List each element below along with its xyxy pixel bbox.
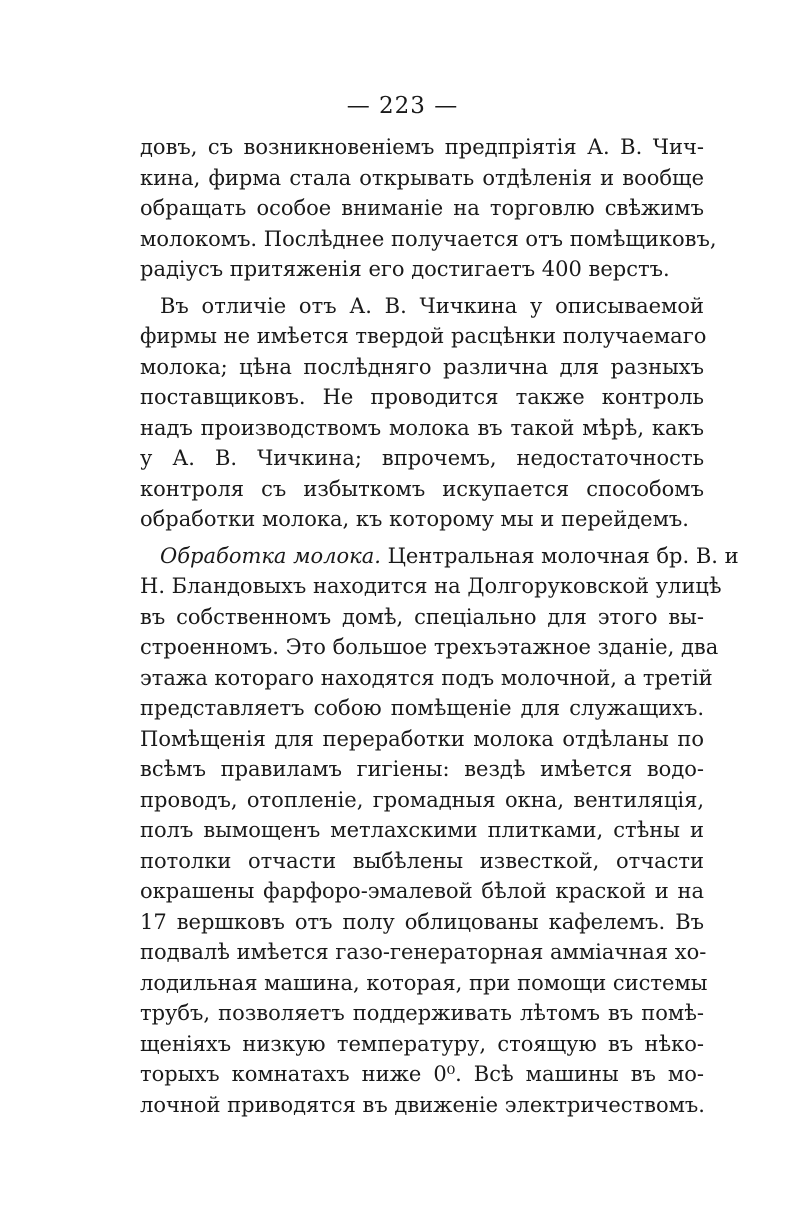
text-line — [140, 541, 739, 572]
text-line: трубъ, позволяетъ поддерживать лѣтомъ въ помѣ- — [140, 1001, 704, 1025]
text-line: контроля съ избыткомъ искупается способомъ — [140, 476, 704, 501]
text-line: потолки отчасти выбѣлены известкой, отчасти — [140, 848, 704, 873]
text-line: молокомъ. Послѣднее получается отъ помѣщиковъ, — [140, 226, 717, 251]
section-heading: Обработка молока. — [160, 543, 381, 568]
text-line: окрашены фарфоро-эмалевой бѣлой краской и на — [140, 879, 704, 903]
text-line: строенномъ. Это большое трехъэтажное зданiе, два — [140, 635, 719, 659]
text-line: 17 вершковъ отъ полу облицованы кафелемъ. Въ — [140, 909, 704, 934]
text-line: радiусъ притяженiя его достигаетъ 400 верстъ. — [140, 257, 670, 281]
text-line: лочной приводятся въ движенiе электричествомъ. — [140, 1092, 705, 1117]
paragraph — [140, 541, 739, 1121]
text-line: щенiяхъ низкую температуру, стоящую въ нѣко- — [140, 1031, 704, 1056]
text-line: торыхъ комнатахъ ниже 0⁰. Всѣ машины въ мо- — [140, 1062, 704, 1086]
text-line: кина, фирма стала открывать отдѣленiя и вообще — [140, 165, 704, 190]
body-text — [140, 132, 739, 1120]
text-line: лодильная машина, которая, при помощи системы — [140, 970, 708, 995]
text-line: этажа котораго находятся подъ молочной, а третiй — [140, 665, 713, 690]
text-line: поставщиковъ. Не проводится также контроль — [140, 385, 704, 409]
text-line: фирмы не имѣется твердой расцѣнки получаемаго — [140, 324, 707, 348]
page-number: — 223 — — [346, 93, 459, 119]
text-line: довъ, съ возникновенiемъ предпрiятiя А. В. Чич- — [140, 135, 704, 159]
text-line: молока; цѣна послѣдняго различна для разныхъ — [140, 354, 704, 379]
text-line: подвалѣ имѣется газо-генераторная амміачная хо- — [140, 940, 707, 964]
text-line: у А. В. Чичкина; впрочемъ, недостаточность — [140, 446, 704, 470]
text-line: полъ вымощенъ метлахскими плитками, стѣны и — [140, 818, 704, 842]
text-line-rest: Центральная молочная бр. В. и — [380, 543, 739, 568]
text-line: Помѣщенiя для переработки молока отдѣланы по — [140, 726, 704, 751]
paragraph — [140, 291, 707, 535]
text-line: Н. Бландовыхъ находится на Долгоруковской улицѣ — [140, 574, 722, 598]
text-line: всѣмъ правиламъ гигiены: вездѣ имѣется водо- — [140, 757, 704, 781]
text-line: проводъ, отопленiе, громадныя окна, вентиляцiя, — [140, 787, 704, 812]
text-line: обработки молока, къ которому мы и перейдемъ. — [140, 507, 689, 531]
paragraph — [140, 132, 717, 285]
text-line: обращать особое вниманiе на торговлю свѣжимъ — [140, 196, 704, 220]
text-line: Въ отличiе отъ А. В. Чичкина у описываемой — [160, 293, 704, 318]
text-line: надъ производствомъ молока въ такой мѣрѣ, какъ — [140, 415, 704, 440]
text-line: въ собственномъ домѣ, спецiально для этого вы- — [140, 604, 704, 629]
text-line: представляетъ собою помѣщенiе для служащихъ. — [140, 696, 704, 720]
